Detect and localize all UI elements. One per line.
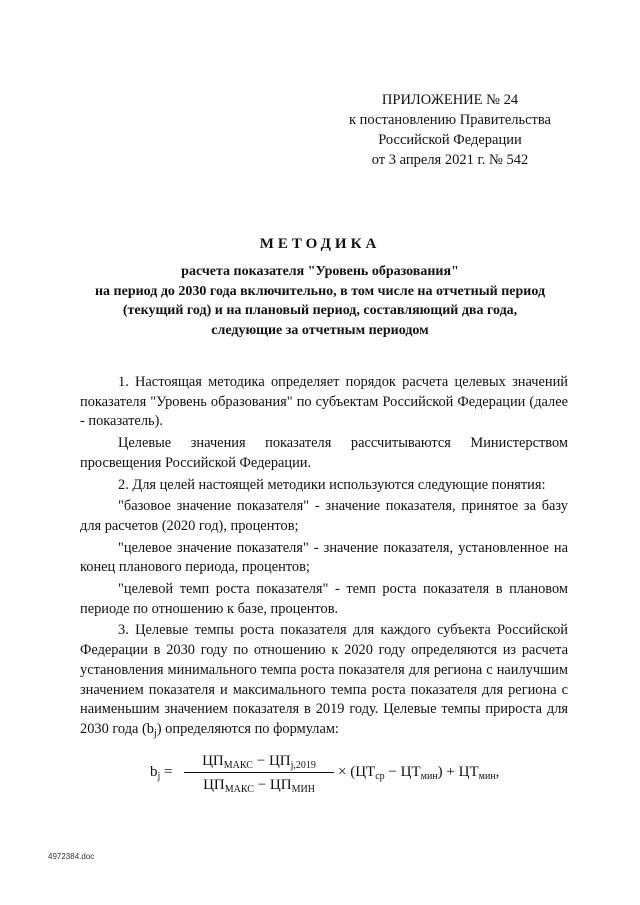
document-title: МЕТОДИКА (259, 236, 381, 252)
subtitle-line: следующие за отчетным периодом (211, 322, 429, 338)
formula-fraction (184, 750, 334, 797)
subtitle-line: на период до 2030 года включительно, в том числе на отчетный период (94, 283, 546, 299)
formula-lhs: $b_j$ = (150, 764, 173, 782)
paragraph-4: "базовое значение показателя" - значение показателя, принятое за базу для расчетов (2020 год), процентов; (80, 498, 568, 534)
paragraph-1: 1. Настоящая методика определяет порядок расчета целевых значений показателя "Уровень образования" по субъектам Российской Федерации (далее - показатель). (80, 374, 568, 430)
document-body (80, 373, 568, 746)
appendix-number: ПРИЛОЖЕНИЕ № 24 (381, 92, 519, 108)
formula-denominator: $ЦП_{МАКС} - ЦП_{МИН}$ (203, 777, 315, 795)
paragraph-3: 2. Для целей настоящей методики используются следующие понятия: (118, 476, 546, 493)
appendix-ref: к постановлению Правительства (349, 112, 551, 128)
document-subtitle (70, 262, 570, 340)
paragraph-7-tail: ) определяются по формулам: (156, 720, 339, 737)
subtitle-line: (текущий год) и на плановый период, составляющий два года, (122, 303, 518, 318)
formula-rest: × $(ЦТ_{ср} - ЦТ_{мин}) + ЦТ_{мин}$, (338, 764, 500, 782)
appendix-government: Российской Федерации (378, 132, 522, 148)
appendix-date: от 3 апреля 2021 г. № 542 (371, 152, 529, 168)
subtitle-line: расчета показателя "Уровень образования" (181, 264, 459, 279)
paragraph-7-subscript: j (154, 727, 157, 739)
paragraph-7 (80, 621, 568, 743)
formula-numerator: $ЦП_{МАКС} - ЦП_{j,2019}$ (184, 750, 334, 773)
file-reference: 4972384.doc (48, 852, 95, 861)
paragraph-5: "целевое значение показателя" - значение показателя, установленное на конец планового периода, процентов; (80, 539, 568, 576)
appendix-block (330, 90, 570, 170)
formula (150, 750, 570, 802)
paragraph-2: Целевые значения показателя рассчитываются Министерством просвещения Российской Федерации. (80, 435, 568, 471)
paragraph-7-text: 3. Целевые темпы роста показателя для каждого субъекта Российской Федерации в 2030 году по отношению к 2020 году определяются из расчета установления минимального темпа роста показателя для региона с наилучшим значением показателя и максимального темпа роста показателя для региона с наименьшим значением показателя в 2019 году. Целевые темпы прироста для 2030 года (b (80, 622, 568, 737)
paragraph-6: "целевой темп роста показателя" - темп роста показателя в плановом периоде по отношению к базе, процентов. (80, 581, 568, 617)
